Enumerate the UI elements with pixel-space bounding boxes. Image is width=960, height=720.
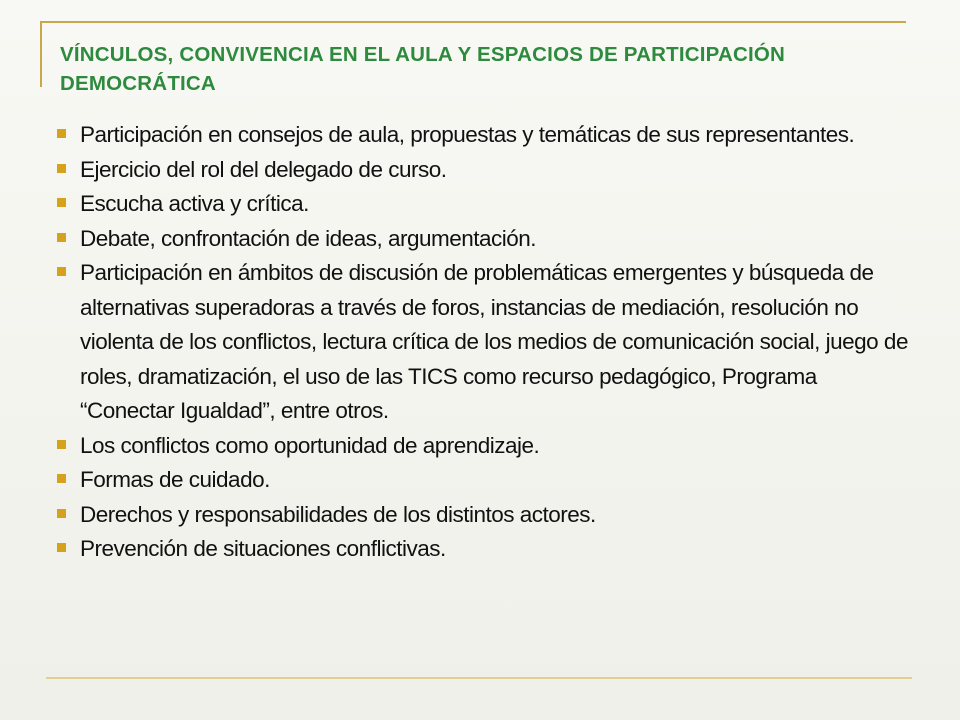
bottom-rule	[46, 677, 912, 679]
bullet-item	[56, 498, 916, 533]
square-bullet-icon	[57, 267, 66, 276]
bullet-text: Ejercicio del rol del delegado de curso.	[80, 156, 447, 182]
bullet-text: Participación en ámbitos de discusión de problemáticas emergentes y búsqueda de alternativas superadoras a través de foros, instancias de mediación, resolución no violenta de los conflictos, lectura crítica de los medios de comunicación social, juego de roles, dramatización, el uso de las TICS como recurso pedagógico, Programa “Conectar Igualdad”, entre otros.	[80, 260, 908, 423]
bullet-item	[56, 222, 916, 257]
left-rule	[40, 21, 42, 87]
top-rule	[40, 21, 906, 23]
square-bullet-icon	[57, 474, 66, 483]
bullet-text: Debate, confrontación de ideas, argumentación.	[80, 225, 537, 251]
square-bullet-icon	[57, 440, 66, 449]
square-bullet-icon	[57, 509, 66, 518]
bullet-item	[56, 532, 916, 567]
slide-title: VÍNCULOS, CONVIVENCIA EN EL AULA Y ESPACIOS DE PARTICIPACIÓN DEMOCRÁTICA	[60, 43, 786, 95]
bullet-text: Prevención de situaciones conflictivas.	[80, 536, 446, 561]
square-bullet-icon	[57, 164, 66, 173]
square-bullet-icon	[57, 198, 66, 207]
bullet-text: Formas de cuidado.	[80, 467, 270, 492]
bullet-item	[56, 463, 916, 498]
square-bullet-icon	[57, 543, 66, 552]
bullet-item	[56, 187, 916, 222]
bullet-text: Escucha activa y crítica.	[80, 191, 309, 216]
square-bullet-icon	[57, 129, 66, 138]
bullet-list	[56, 118, 916, 567]
bullet-item	[56, 429, 916, 464]
bullet-text: Derechos y responsabilidades de los distintos actores.	[80, 501, 596, 527]
bullet-item	[56, 153, 916, 188]
bullet-text: Participación en consejos de aula, propuestas y temáticas de sus representantes.	[80, 122, 855, 147]
bullet-item	[56, 256, 916, 429]
bullet-text: Los conflictos como oportunidad de aprendizaje.	[80, 432, 540, 458]
square-bullet-icon	[57, 233, 66, 242]
bullet-item	[56, 118, 916, 153]
